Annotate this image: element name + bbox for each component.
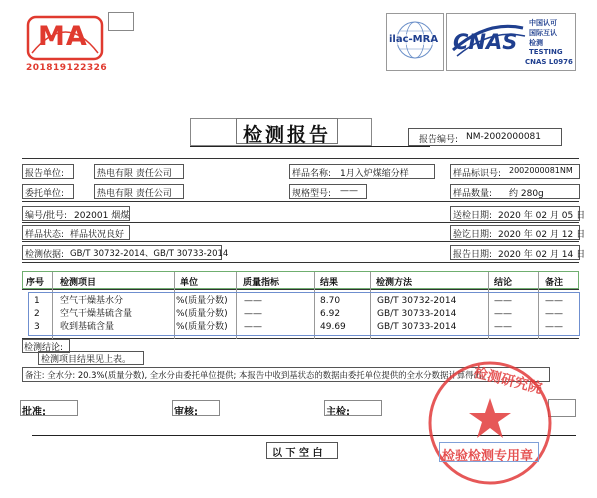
- cell-item: 空气干燥基水分: [60, 296, 124, 306]
- report-title: 检测报告: [243, 124, 332, 146]
- table-row: [30, 322, 578, 333]
- stamp-text-box: [439, 442, 539, 462]
- info-divider-4: [22, 241, 579, 242]
- conclusion-label: 检测结论:: [24, 343, 64, 353]
- sample-qty-label: 样品数量:: [453, 189, 493, 199]
- report-number-value: NM-2002000081: [466, 132, 542, 142]
- info-divider-1: [22, 158, 579, 159]
- table-bottom-line: [22, 338, 579, 339]
- sample-name-label: 样品名称:: [292, 169, 332, 179]
- cell-conclusion: ——: [494, 322, 512, 332]
- th-method: 检测方法: [376, 278, 413, 288]
- cell-method: GB/T 30733-2014: [377, 309, 457, 319]
- cell-result: 49.69: [320, 322, 346, 332]
- cell-quality: ——: [244, 309, 262, 319]
- approve-label-box: [20, 400, 78, 416]
- review-label-box: [172, 400, 220, 416]
- batch-label: 编号/批号:: [25, 211, 68, 221]
- th-conclusion: 结论: [494, 278, 513, 288]
- remark-text: 备注: 全水分: 20.3%(质量分数), 全水分由委托单位提供; 本报告中收到基状态的数据由委托单位提供的全水分数据计算得出。: [25, 370, 491, 380]
- cell-remark: ——: [545, 296, 563, 306]
- main-inspector-label: 主检:: [326, 407, 350, 418]
- cell-quality: ——: [244, 296, 262, 306]
- cell-result: 6.92: [320, 309, 341, 319]
- report-date-value: 2020 年 02 月 14 日: [498, 250, 586, 260]
- cell-conclusion: ——: [494, 296, 512, 306]
- verify-date-value: 2020 年 02 月 12 日: [498, 230, 586, 240]
- footer-blank-text: 以 下 空 白: [272, 448, 323, 459]
- cell-remark: ——: [545, 322, 563, 332]
- sample-qty-value: 约 280g: [509, 189, 544, 199]
- cell-remark: ——: [545, 309, 563, 319]
- table-header-divider: [22, 289, 579, 290]
- stamp-bottom-text: 检验检测专用章: [442, 449, 534, 464]
- th-quality: 质量指标: [243, 278, 280, 288]
- cell-item: 空气干燥基硫含量: [60, 309, 133, 319]
- report-unit-value: 热电有限 责任公司: [97, 169, 172, 179]
- th-item: 检测项目: [60, 278, 97, 288]
- cell-result: 8.70: [320, 296, 341, 306]
- cell-conclusion: ——: [494, 309, 512, 319]
- basis-value: GB/T 30732-2014、GB/T 30733-2014: [70, 249, 229, 259]
- sample-state-value: 样品状况良好: [70, 230, 125, 240]
- cell-unit: %(质量分数): [176, 296, 228, 306]
- cnas-cn-line-1: 中国认可: [529, 19, 557, 27]
- basis-label: 检测依据:: [25, 250, 65, 260]
- th-unit: 单位: [180, 278, 199, 288]
- review-label: 审核:: [174, 407, 198, 418]
- sample-state-label: 样品状态:: [25, 230, 65, 240]
- client-label: 委托单位:: [25, 189, 65, 199]
- cma-logo-text: MA: [38, 21, 88, 52]
- verify-date-label: 验讫日期:: [453, 230, 493, 240]
- approve-label: 批准:: [22, 407, 46, 418]
- info-divider-5: [22, 262, 579, 263]
- logo-placeholder-box: [108, 12, 134, 31]
- report-unit-label: 报告单位:: [25, 169, 65, 179]
- cnas-logo: [446, 13, 576, 71]
- th-index: 序号: [26, 278, 45, 288]
- report-date-label: 报告日期:: [453, 250, 493, 260]
- batch-value: 202001 烟煤: [74, 211, 130, 221]
- ilac-logo-text: ilac-MRA: [389, 34, 439, 45]
- spec-label: 规格型号:: [292, 189, 332, 199]
- sample-id-label: 样品标识号:: [453, 169, 502, 179]
- cell-method: GB/T 30732-2014: [377, 296, 457, 306]
- cell-index: 1: [34, 296, 40, 306]
- th-result: 结果: [320, 278, 339, 288]
- send-date-value: 2020 年 02 月 05 日: [498, 211, 586, 221]
- sample-id-value: 2002000081NM: [509, 166, 573, 175]
- report-number-label: 报告编号:: [419, 135, 459, 145]
- ilac-logo: [386, 13, 444, 71]
- cell-index: 2: [34, 309, 40, 319]
- cell-item: 收到基硫含量: [60, 322, 115, 332]
- info-divider-2: [22, 201, 579, 202]
- spec-value: ——: [340, 186, 358, 196]
- table-row: [30, 296, 578, 307]
- cnas-en-line-2: CNAS L0976: [525, 58, 573, 66]
- cma-logo: [26, 15, 108, 73]
- client-value: 热电有限 责任公司: [97, 189, 172, 199]
- cell-index: 3: [34, 322, 40, 332]
- cell-method: GB/T 30733-2014: [377, 322, 457, 332]
- th-remark: 备注: [545, 278, 564, 288]
- cnas-cn-line-2: 国际互认: [529, 29, 557, 37]
- cnas-logo-text: CNAS: [453, 30, 518, 54]
- cnas-cn-line-3: 检测: [529, 39, 543, 47]
- info-divider-3: [22, 222, 579, 223]
- conclusion-text: 检测项目结果见上表。: [41, 355, 132, 365]
- main-inspector-label-box: [324, 400, 382, 416]
- send-date-label: 送检日期:: [453, 211, 493, 221]
- stamp-arc-text: 检测研究院: [471, 364, 544, 398]
- cell-quality: ——: [244, 322, 262, 332]
- report-title-underline: [190, 146, 430, 147]
- cma-number: 201819122326: [26, 63, 108, 73]
- table-row: [30, 309, 578, 320]
- inspection-stamp: [425, 358, 555, 488]
- cell-unit: %(质量分数): [176, 322, 228, 332]
- sample-name-value: 1月入炉煤缩分样: [340, 169, 409, 179]
- cnas-en-line-1: TESTING: [529, 48, 563, 56]
- cell-unit: %(质量分数): [176, 309, 228, 319]
